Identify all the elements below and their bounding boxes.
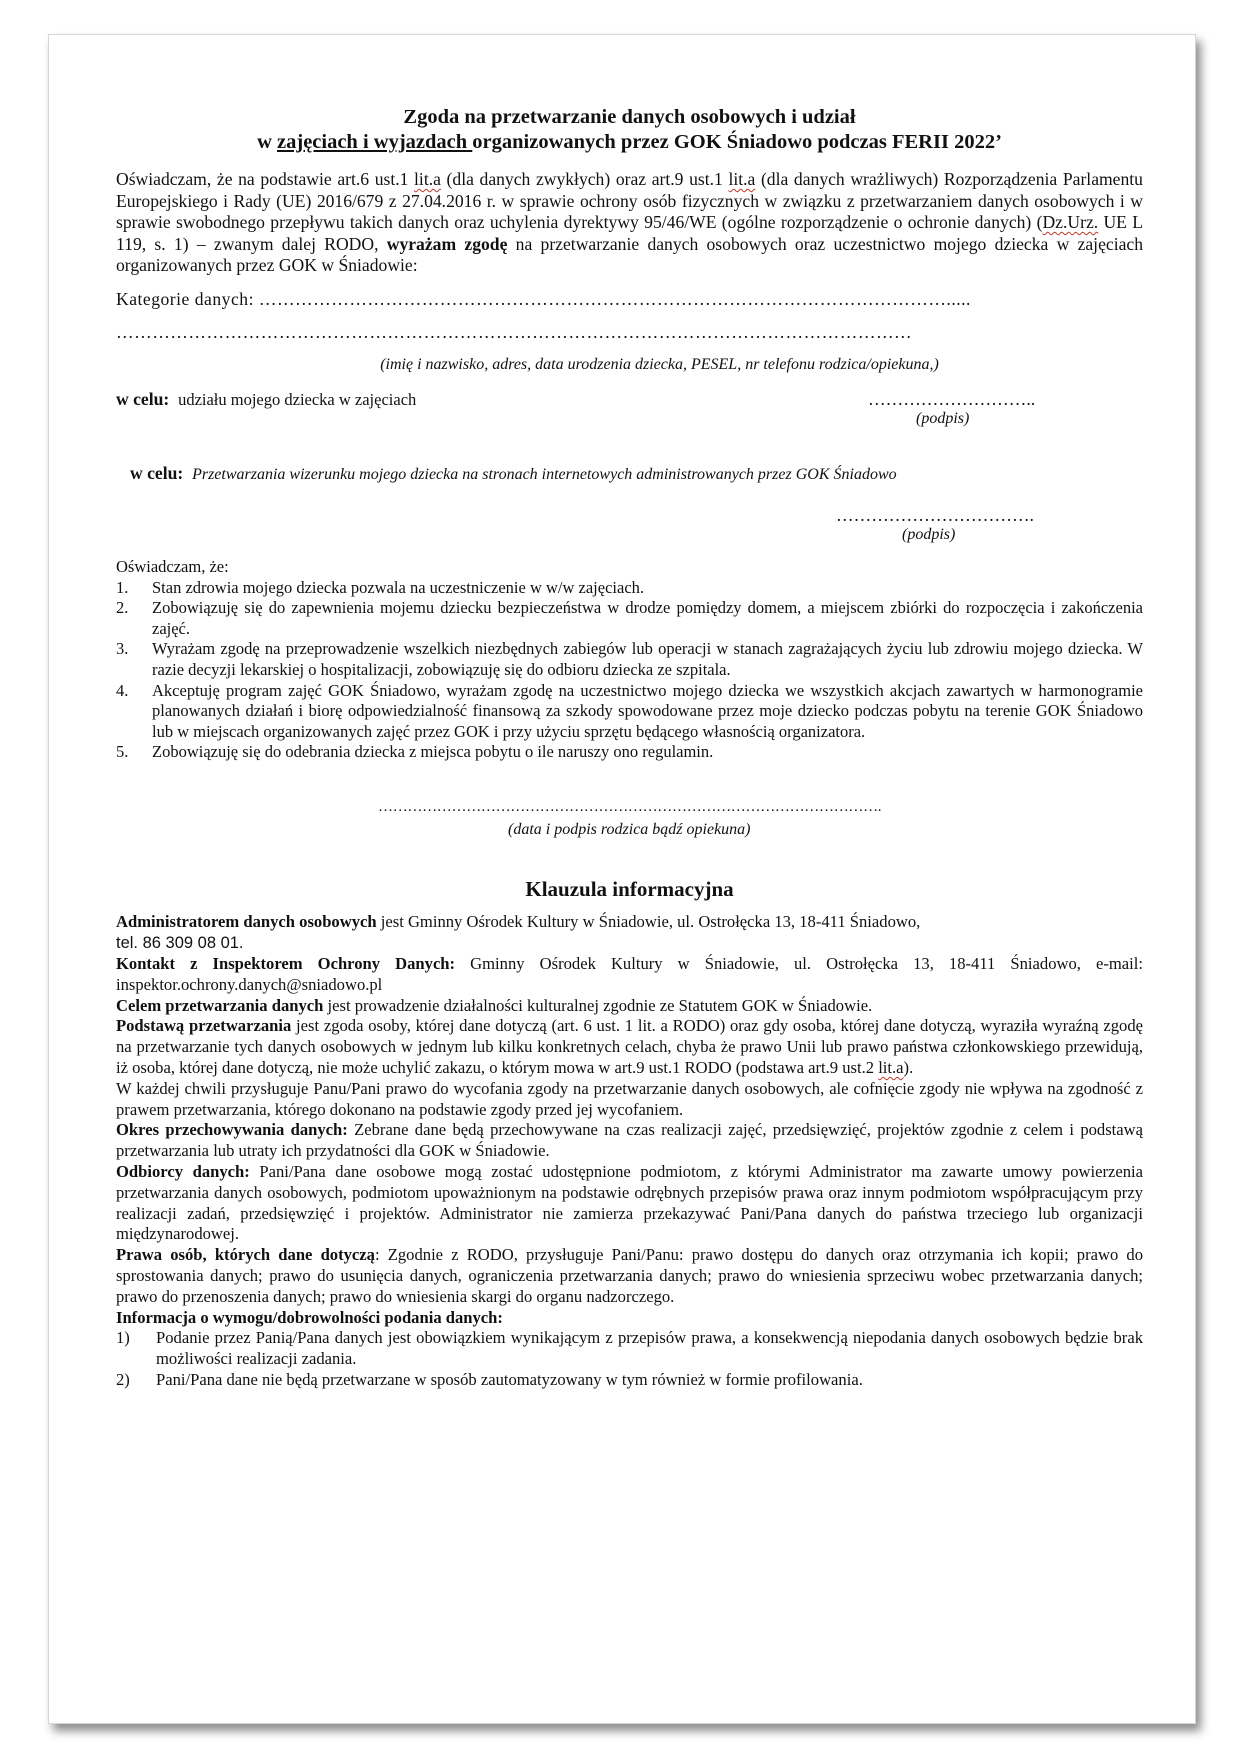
declaration-item [116, 639, 1143, 680]
purpose-1-desc: udziału mojego dziecka w zajęciach [178, 390, 417, 409]
requirement-number: 1) [116, 1328, 130, 1348]
intro-text-4: UE L 119, s. 1) – zwanym dalej RODO, [116, 212, 1143, 254]
recipients-heading: Odbiorcy danych: [116, 1162, 250, 1181]
basis-text-2: ). [903, 1058, 914, 1078]
declaration-item [116, 742, 1143, 763]
requirement-text: Podanie przez Panią/Pana danych jest obowiązkiem wynikającym z przepisów prawa, a konsekwencją niepodania danych osobowych będzie brak możliwości realizacji zadania. [156, 1328, 1143, 1369]
document-title [116, 105, 1143, 155]
categories-dots-2[interactable]: …………………………………………………………………………………………………………………… [116, 322, 913, 342]
declaration-section [116, 557, 1143, 763]
admin-text: jest Gminny Ośrodek Kultury w Śniadowie, ul. Ostrołęcka 13, 18-411 Śniadowo, [376, 912, 921, 932]
rights-heading: Prawa osób, których dane dotyczą [116, 1245, 375, 1265]
basis-heading: Podstawą przetwarzania [116, 1016, 292, 1036]
iod-paragraph [116, 954, 1143, 996]
parent-signature-block [116, 797, 1143, 857]
requirement-number: 2) [116, 1369, 130, 1389]
item-text: Zobowiązuję się do odebrania dziecka z miejsca pobytu o ile naruszy ono regulamin. [152, 742, 714, 762]
categories-hint: (imię i nazwisko, adres, data urodzenia dziecka, PESEL, nr telefonu rodzica/opiekuna,) [380, 355, 939, 373]
declaration-list [116, 578, 1143, 763]
rights-paragraph [116, 1245, 1143, 1307]
item-text: Wyrażam zgodę na przeprowadzenie wszelkich niezbędnych zabiegów lub operacji w stanach zagrażających życiu lub zdrowiu mojego dziecka. W razie decyzji lekarskiej o hospitalizacji, zobowiązuję się do odbioru dziecka ze szpitala. [152, 639, 1143, 679]
klauzula-body [116, 912, 1143, 1390]
recipients-paragraph [116, 1162, 1143, 1245]
declaration-item [116, 681, 1143, 743]
document-page [48, 34, 1196, 1724]
admin-heading: Administratorem danych osobowych [116, 912, 377, 932]
parent-signature-label: (data i podpis rodzica bądź opiekuna) [508, 820, 751, 838]
parent-signature-line[interactable]: …………………………………………………………………………………………. [378, 798, 882, 815]
declaration-intro: Oświadczam, że: [116, 557, 229, 576]
categories-dots-1[interactable]: ……………………………………………………………………………………………………..... [258, 288, 971, 309]
requirement-list [116, 1328, 1143, 1390]
basis-lit: lit.a [878, 1058, 904, 1078]
item-text: Stan zdrowia mojego dziecka pozwala na uczestniczenie w w/w zajęciach. [152, 577, 645, 597]
title-line-1: Zgoda na przetwarzanie danych osobowych i udział [403, 106, 856, 128]
intro-text-5: na przetwarzanie danych osobowych oraz uczestnictwo mojego dziecka w zajęciach organizowanych przez GOK w Śniadowie: [116, 233, 1143, 275]
item-text: Zobowiązuję się do zapewnienia mojemu dziecku bezpieczeństwa w drodze pomiędzy domem, a miejscem zbiórki do rozpoczęcia i zakończenia zajęć. [152, 598, 1143, 638]
intro-dzurz: Dz.Urz. [1042, 212, 1099, 232]
retention-heading: Okres przechowywania danych: [116, 1120, 348, 1140]
purpose-1-row [116, 389, 1143, 459]
item-number: 5. [116, 742, 129, 762]
requirement-text: Pani/Pana dane nie będą przetwarzane w sposób zautomatyzowany w tym również w formie profilowania. [156, 1369, 863, 1389]
requirement-item [116, 1370, 1143, 1391]
item-number: 3. [116, 639, 129, 659]
categories-label: Kategorie danych: [116, 288, 259, 309]
retention-text: Zebrane dane będą przechowywane na czas realizacji zajęć, przedsięwzięć, projektów zgodnie z celem i podstawą przetwarzania lub utraty ich przydatności dla GOK w Śniadowie. [116, 1120, 1143, 1161]
basis-text-1: jest zgoda osoby, której dane dotyczą (art. 6 ust. 1 lit. a RODO) oraz gdy osoba, której dane dotyczą, wyraziła wyraźną zgodę na przetwarzanie tych danych osobowych w jednym lub kilku konkretnych celach, chyba że prawo Unii lub prawo państwa członkowskiego przewidują, iż osoba, której dane dotyczą, nie może uchylić zakazu, o którym mowa w art.9 ust.1 RODO (podstawa art.9 ust.2 [116, 1016, 1144, 1078]
intro-text-3: (dla danych wrażliwych) Rozporządzenia Parlamentu Europejskiego i Rady (UE) 2016/679 z 27.04.2016 r. w sprawie ochrony osób fizycznych w związku z przetwarzaniem danych osobowych i w sprawie swobodnego przepływu takich danych oraz uchylenia dyrektywy 95/46/WE (ogólne rozporządzenie o ochronie danych) ( [116, 169, 1143, 232]
basis-paragraph [116, 1016, 1143, 1078]
rights-text: : Zgodnie z RODO, przysługuje Pani/Panu: prawo dostępu do danych oraz otrzymania ich kopii; prawo do sprostowania danych; prawo do usunięcia danych, ograniczenia przetwarzania danych; prawo do wniesienia sprzeciwu wobec przetwarzania danych; prawo do przenoszenia danych; prawo do wniesienia skargi do organu nadzorczego. [116, 1245, 1144, 1306]
intro-lit-1: lit.a [414, 169, 441, 189]
document-content [116, 105, 1143, 1391]
klauzula-title: Klauzula informacyjna [525, 876, 734, 901]
item-number: 4. [116, 680, 129, 700]
purpose-2-signature-line[interactable]: ……………………………. [836, 505, 1034, 525]
purpose-2-label: w celu: [130, 463, 184, 483]
title-underlined: zajęciach i wyjazdach [277, 131, 473, 153]
purpose-2-row [116, 463, 1143, 557]
admin-paragraph [116, 912, 1143, 954]
withdraw-paragraph: W każdej chwili przysługuje Panu/Pani prawo do wycofania zgody na przetwarzanie danych osobowych, ale cofnięcie zgody nie wpływa na zgodność z prawem przetwarzania, którego dokonano na podstawie zgody przed jej wycofaniem. [116, 1078, 1143, 1119]
title-prefix: w [257, 131, 278, 153]
recipients-text: Pani/Pana dane osobowe mogą zostać udostępnione podmiotom, z którymi Administrator ma zawarte umowy powierzenia przetwarzania danych osobowych, podmiotom upoważnionym na podstawie odrębnych przepisów prawa oraz innym podmiotom współpracującym przy realizacji zadań, przedsięwzięć i projektów. Administrator nie zamierza przekazywać Pani/Pana danych do państwa trzeciego lub organizacji międzynarodowej. [116, 1162, 1143, 1244]
requirement-heading-paragraph [116, 1308, 1143, 1329]
intro-lit-2: lit.a [728, 169, 756, 189]
purpose-2-desc: Przetwarzania wizerunku mojego dziecka na stronach internetowych administrowanych przez GOK Śniadowo [192, 466, 897, 483]
purpose-2-text [130, 463, 897, 486]
title-line-2 [116, 130, 1143, 155]
retention-paragraph [116, 1120, 1143, 1162]
item-number: 1. [116, 577, 129, 597]
admin-phone: tel. 86 309 08 01. [116, 934, 244, 953]
purpose-1-signature-label: (podpis) [916, 410, 970, 427]
iod-text[interactable]: Gminny Ośrodek Kultury w Śniadowie, ul. Ostrołęcka 13, 18-411 Śniadowo, e-mail: inspektor.ochrony.danych@sniadowo.pl [116, 954, 1144, 994]
purpose-1-label: w celu: [116, 389, 170, 409]
purpose-text: jest prowadzenie działalności kulturalnej zgodnie ze Statutem GOK w Śniadowie. [323, 995, 873, 1015]
purpose-2-signature-label: (podpis) [902, 526, 956, 543]
purpose-1-text [116, 389, 416, 411]
item-number: 2. [116, 598, 129, 618]
intro-text-1: Oświadczam, że na podstawie art.6 ust.1 [116, 169, 415, 189]
title-suffix: organizowanych przez GOK Śniadowo podczas FERII 2022’ [472, 131, 1002, 153]
categories-line [116, 289, 1143, 311]
purpose-heading: Celem przetwarzania danych [116, 995, 324, 1015]
intro-text-2: (dla danych zwykłych) oraz art.9 ust.1 [440, 169, 729, 189]
purpose-paragraph [116, 996, 1143, 1017]
item-text: Akceptuję program zajęć GOK Śniadowo, wyrażam zgodę na uczestnictwo mojego dziecka we wszystkich akcjach zawartych w harmonogramie planowanych działań i biorę odpowiedzialność finansową za szkody spowodowane przez moje dziecko podczas pobytu na terenie GOK Śniadowo lub w miejscach organizowanych zajęć przez GOK i przy użyciu sprzętu będącego własnością organizatora. [152, 680, 1143, 741]
consent-paragraph [116, 169, 1143, 277]
requirement-heading: Informacja o wymogu/dobrowolności podania danych: [116, 1307, 503, 1327]
requirement-item [116, 1328, 1143, 1370]
iod-heading: Kontakt z Inspektorem Ochrony Danych: [116, 954, 456, 974]
declaration-item [116, 578, 1143, 599]
purpose-1-signature-line[interactable]: ……………………….. [868, 389, 1036, 409]
declaration-item [116, 598, 1143, 639]
intro-bold-consent: wyrażam zgodę [386, 233, 508, 254]
